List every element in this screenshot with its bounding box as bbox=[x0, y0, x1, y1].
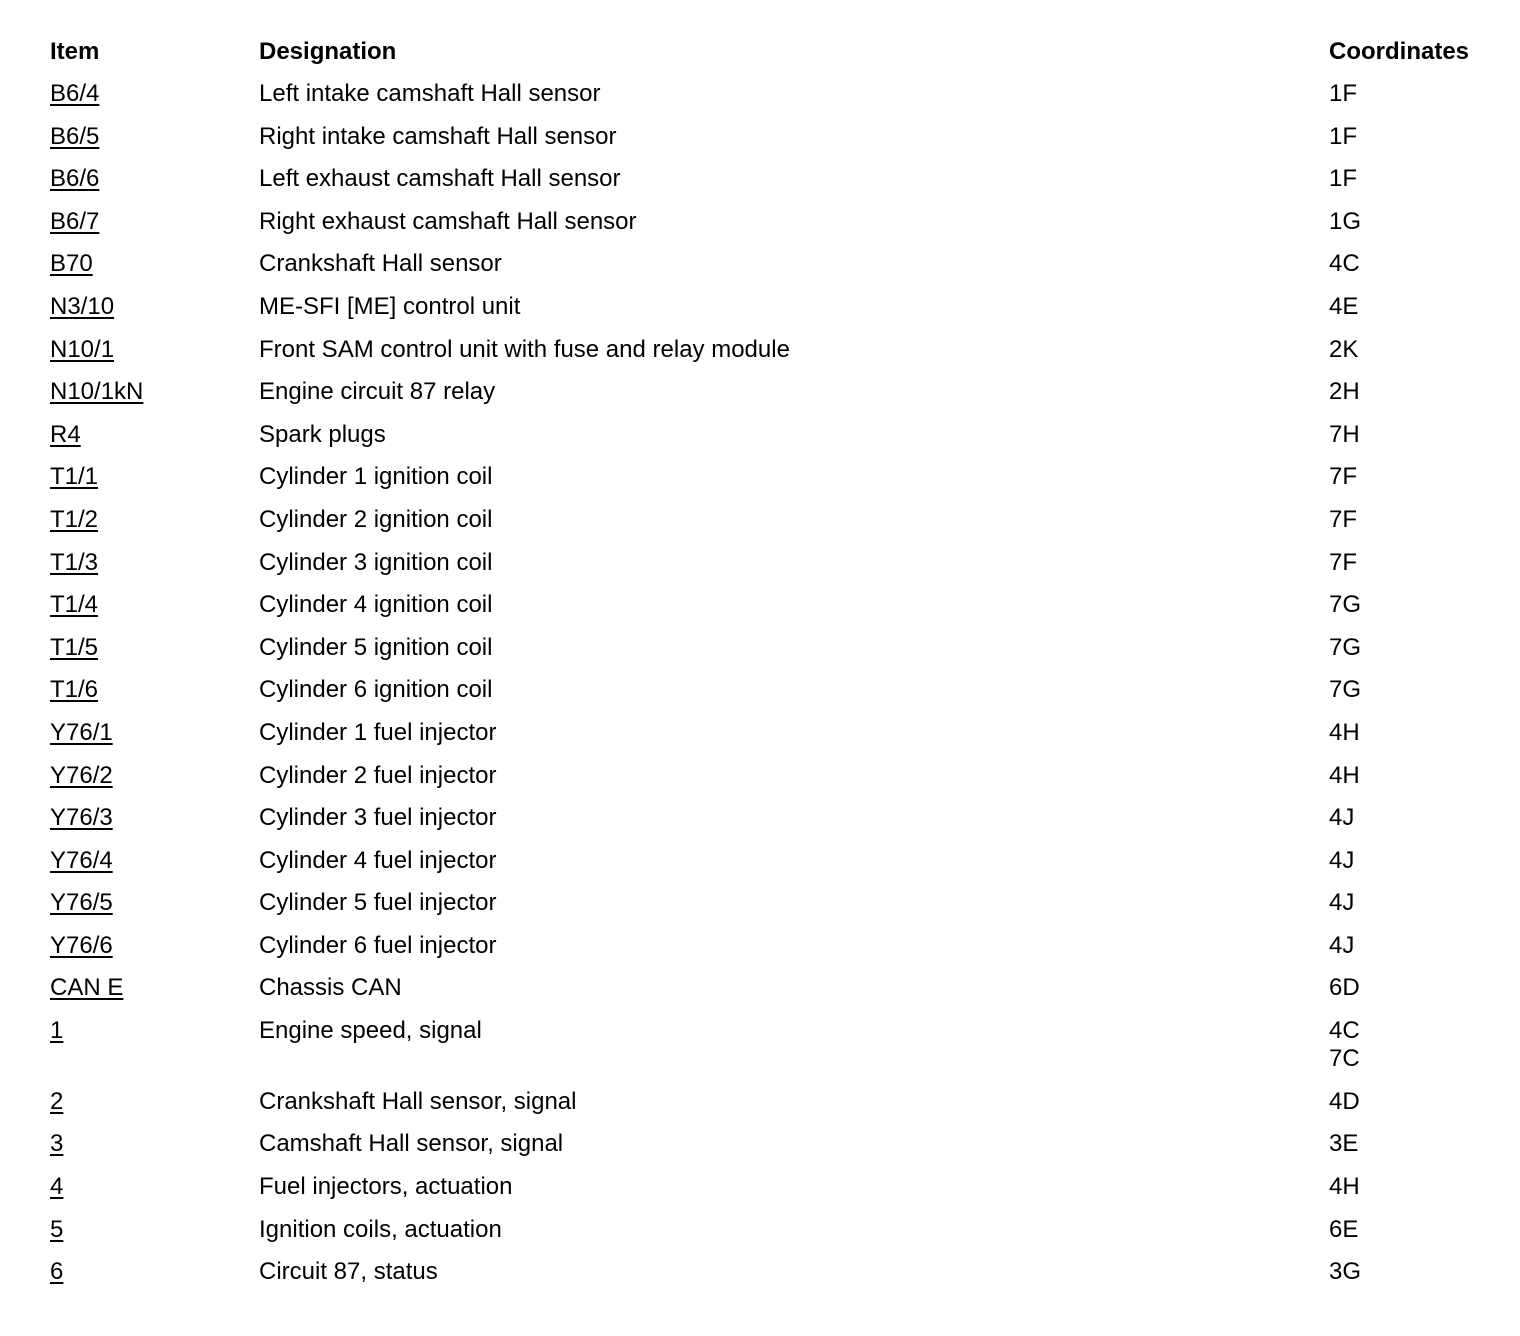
coordinate-value: 7F bbox=[1329, 463, 1358, 491]
item-link[interactable]: N10/1 bbox=[50, 335, 115, 363]
item-link[interactable]: 2 bbox=[50, 1087, 64, 1115]
coordinates-cell bbox=[1329, 1214, 1358, 1242]
designation-cell: Right intake camshaft Hall sensor bbox=[259, 122, 617, 150]
table-row bbox=[0, 845, 1520, 888]
item-link[interactable]: T1/5 bbox=[50, 633, 99, 661]
designation-cell: Cylinder 1 ignition coil bbox=[259, 463, 493, 491]
coordinate-value: 7H bbox=[1329, 420, 1360, 448]
coordinates-cell bbox=[1329, 674, 1361, 702]
designation-cell: Left intake camshaft Hall sensor bbox=[259, 80, 601, 107]
table-row bbox=[0, 1128, 1520, 1171]
item-link[interactable]: Y76/4 bbox=[50, 846, 113, 874]
table-row bbox=[0, 248, 1520, 291]
table-row bbox=[0, 717, 1520, 760]
table-row bbox=[0, 291, 1520, 334]
table-row bbox=[0, 1171, 1520, 1214]
coordinates-cell bbox=[1329, 972, 1360, 1000]
item-link[interactable]: Y76/1 bbox=[50, 718, 113, 746]
designation-column-header: Designation bbox=[259, 38, 397, 65]
coordinate-value: 4J bbox=[1329, 846, 1355, 874]
coordinates-cell bbox=[1329, 1086, 1360, 1114]
table-row bbox=[0, 1086, 1520, 1129]
coordinate-value: 6D bbox=[1329, 974, 1360, 1002]
table-row bbox=[0, 461, 1520, 504]
coordinate-value: 7G bbox=[1329, 591, 1362, 619]
item-link[interactable]: Y76/5 bbox=[50, 889, 113, 917]
designation-cell: Circuit 87, status bbox=[259, 1258, 438, 1286]
designation-cell: Camshaft Hall sensor, signal bbox=[259, 1130, 564, 1158]
coordinate-value: 7F bbox=[1329, 505, 1358, 533]
coordinate-value: 1F bbox=[1329, 122, 1358, 150]
designation-cell: Spark plugs bbox=[259, 420, 386, 448]
item-link[interactable]: Y76/2 bbox=[50, 761, 113, 789]
coordinate-value: 7C bbox=[1329, 1045, 1360, 1073]
item-link[interactable]: Y76/3 bbox=[50, 804, 113, 832]
coordinates-cell bbox=[1329, 334, 1358, 362]
coordinate-value: 4H bbox=[1329, 761, 1360, 789]
designation-cell: Crankshaft Hall sensor, signal bbox=[259, 1087, 577, 1115]
table-row bbox=[0, 504, 1520, 547]
coordinates-cell bbox=[1329, 419, 1360, 447]
coordinate-value: 4H bbox=[1329, 718, 1360, 746]
coordinate-value: 4D bbox=[1329, 1087, 1360, 1115]
coordinate-value: 4J bbox=[1329, 889, 1355, 917]
item-link[interactable]: 4 bbox=[50, 1173, 64, 1201]
table-row bbox=[0, 334, 1520, 377]
coordinates-cell bbox=[1329, 461, 1357, 489]
coordinates-cell bbox=[1329, 78, 1357, 106]
designation-cell: Ignition coils, actuation bbox=[259, 1215, 502, 1243]
coordinate-value: 3E bbox=[1329, 1130, 1359, 1158]
designation-cell: Cylinder 3 ignition coil bbox=[259, 548, 493, 576]
item-link[interactable]: B6/6 bbox=[50, 165, 100, 193]
legend-table-body bbox=[0, 78, 1520, 1299]
table-row bbox=[0, 930, 1520, 973]
item-link[interactable]: N10/1kN bbox=[50, 378, 144, 406]
coordinate-value: 7G bbox=[1329, 633, 1362, 661]
coordinates-cell bbox=[1329, 845, 1354, 873]
coordinate-value: 3G bbox=[1329, 1258, 1362, 1286]
coordinates-column-header: Coordinates bbox=[1329, 38, 1470, 65]
item-link[interactable]: 1 bbox=[50, 1017, 64, 1045]
table-row bbox=[0, 376, 1520, 419]
coordinates-cell bbox=[1329, 1015, 1360, 1071]
coordinates-cell bbox=[1329, 887, 1354, 915]
coordinates-cell bbox=[1329, 589, 1361, 617]
designation-cell: Front SAM control unit with fuse and relay module bbox=[259, 335, 790, 363]
table-row bbox=[0, 419, 1520, 462]
coordinates-cell bbox=[1329, 206, 1361, 234]
designation-cell: Cylinder 3 fuel injector bbox=[259, 804, 497, 832]
table-row bbox=[0, 163, 1520, 206]
item-link[interactable]: B70 bbox=[50, 250, 93, 278]
coordinates-cell bbox=[1329, 717, 1360, 745]
table-row bbox=[0, 1256, 1520, 1299]
coordinates-cell bbox=[1329, 1256, 1361, 1284]
coordinate-value: 4C bbox=[1329, 1017, 1360, 1045]
table-row bbox=[0, 674, 1520, 717]
designation-cell: Cylinder 5 ignition coil bbox=[259, 633, 493, 661]
designation-cell: Cylinder 2 ignition coil bbox=[259, 505, 493, 533]
designation-cell: Crankshaft Hall sensor bbox=[259, 250, 502, 278]
designation-cell: Chassis CAN bbox=[259, 974, 402, 1002]
table-row bbox=[0, 1214, 1520, 1257]
table-row bbox=[0, 206, 1520, 249]
designation-cell: Engine speed, signal bbox=[259, 1017, 482, 1045]
table-row bbox=[0, 760, 1520, 803]
coordinate-value: 4E bbox=[1329, 292, 1359, 320]
coordinates-cell bbox=[1329, 1171, 1360, 1199]
item-link[interactable]: T1/6 bbox=[50, 676, 99, 704]
item-link[interactable]: 5 bbox=[50, 1215, 64, 1243]
item-link[interactable]: B6/4 bbox=[50, 80, 100, 107]
designation-cell: Cylinder 2 fuel injector bbox=[259, 761, 497, 789]
coordinate-value: 1F bbox=[1329, 80, 1358, 107]
coordinate-value: 7G bbox=[1329, 676, 1362, 704]
designation-cell: Right exhaust camshaft Hall sensor bbox=[259, 207, 637, 235]
coordinate-value: 6E bbox=[1329, 1215, 1359, 1243]
coordinates-cell bbox=[1329, 547, 1357, 575]
table-row bbox=[0, 78, 1520, 121]
item-link[interactable]: B6/7 bbox=[50, 207, 100, 235]
item-column-header: Item bbox=[50, 38, 100, 65]
designation-cell: Engine circuit 87 relay bbox=[259, 378, 496, 406]
coordinates-cell bbox=[1329, 760, 1360, 788]
coordinate-value: 7F bbox=[1329, 548, 1358, 576]
coordinates-cell bbox=[1329, 632, 1361, 660]
coordinates-cell bbox=[1329, 802, 1354, 830]
coordinates-cell bbox=[1329, 291, 1358, 319]
coordinate-value: 1F bbox=[1329, 165, 1358, 193]
coordinates-cell bbox=[1329, 376, 1360, 404]
table-row bbox=[0, 1015, 1520, 1086]
coordinate-value: 4H bbox=[1329, 1173, 1360, 1201]
coordinate-value: 2H bbox=[1329, 378, 1360, 406]
coordinates-cell bbox=[1329, 930, 1354, 958]
item-link[interactable]: T1/3 bbox=[50, 548, 99, 576]
coordinate-value: 4J bbox=[1329, 804, 1355, 832]
designation-cell: ME-SFI [ME] control unit bbox=[259, 292, 521, 320]
item-link[interactable]: R4 bbox=[50, 420, 81, 448]
coordinate-value: 1G bbox=[1329, 207, 1362, 235]
coordinates-cell bbox=[1329, 1128, 1358, 1156]
designation-cell: Left exhaust camshaft Hall sensor bbox=[259, 165, 621, 193]
table-row bbox=[0, 887, 1520, 930]
item-link[interactable]: Y76/6 bbox=[50, 931, 113, 959]
table-row bbox=[0, 589, 1520, 632]
item-link[interactable]: T1/2 bbox=[50, 505, 99, 533]
item-link[interactable]: B6/5 bbox=[50, 122, 100, 150]
coordinates-cell bbox=[1329, 248, 1360, 276]
table-row bbox=[0, 547, 1520, 590]
coordinates-cell bbox=[1329, 163, 1357, 191]
coordinate-value: 4J bbox=[1329, 931, 1355, 959]
table-row bbox=[0, 121, 1520, 164]
coordinate-value: 4C bbox=[1329, 250, 1360, 278]
item-link[interactable]: 6 bbox=[50, 1258, 64, 1286]
table-row bbox=[0, 802, 1520, 845]
designation-cell: Cylinder 1 fuel injector bbox=[259, 718, 497, 746]
designation-cell: Cylinder 4 fuel injector bbox=[259, 846, 497, 874]
coordinates-cell bbox=[1329, 504, 1357, 532]
item-link[interactable]: T1/1 bbox=[50, 463, 99, 491]
coordinates-cell bbox=[1329, 121, 1357, 149]
item-link[interactable]: T1/4 bbox=[50, 591, 99, 619]
designation-cell: Cylinder 6 ignition coil bbox=[259, 676, 493, 704]
designation-cell: Cylinder 5 fuel injector bbox=[259, 889, 497, 917]
coordinate-value: 2K bbox=[1329, 335, 1359, 363]
table-row bbox=[0, 972, 1520, 1015]
item-link[interactable]: CAN E bbox=[50, 974, 124, 1002]
designation-cell: Fuel injectors, actuation bbox=[259, 1173, 513, 1201]
table-row bbox=[0, 632, 1520, 675]
designation-cell: Cylinder 4 ignition coil bbox=[259, 591, 493, 619]
item-link[interactable]: 3 bbox=[50, 1130, 64, 1158]
designation-cell: Cylinder 6 fuel injector bbox=[259, 931, 497, 959]
item-link[interactable]: N3/10 bbox=[50, 292, 115, 320]
